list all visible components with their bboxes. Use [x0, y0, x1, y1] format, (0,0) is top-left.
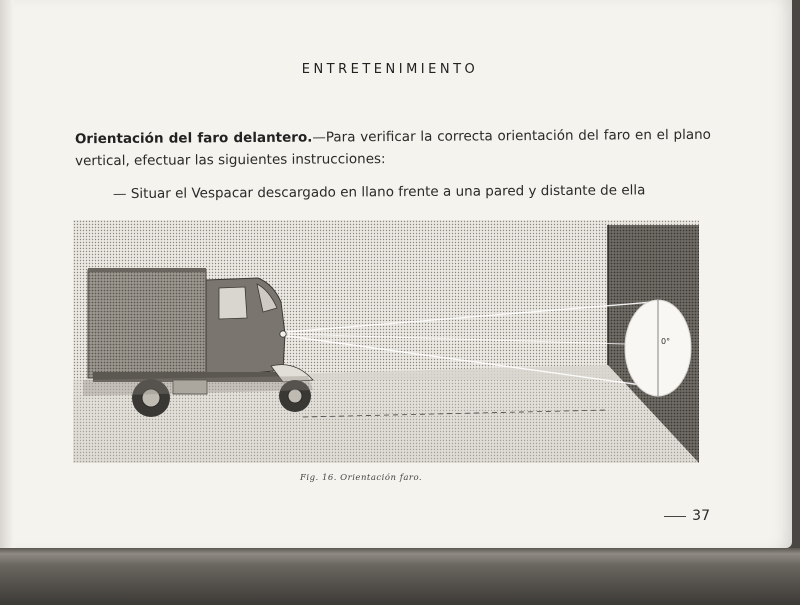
section-lead: Orientación del faro delantero.: [74, 129, 313, 148]
instruction-line: — Situar el Vespacar descargado en llano frente a una pared y distante de ella: [112, 182, 646, 203]
headlight-figure: [73, 220, 699, 463]
figure-caption: Fig. 16. Orientación faro.: [300, 473, 423, 483]
angle-label: 0°: [661, 337, 671, 346]
cabin-window: [219, 287, 247, 319]
page-heading: ENTRETENIMIENTO: [301, 62, 479, 77]
page-number-dash: [664, 516, 686, 517]
figure-illustration: [73, 220, 699, 463]
cargo-box-roof: [88, 268, 206, 272]
headlight: [280, 331, 286, 337]
front-wheel-hub: [288, 389, 302, 403]
page-number-value: 37: [692, 508, 710, 524]
intro-paragraph: [75, 124, 711, 172]
page-number: [650, 508, 710, 524]
scan-bottom-edge: [0, 548, 800, 605]
cargo-box: [88, 270, 206, 378]
page-spine-shadow: [0, 0, 14, 548]
section-text: —Para verificar la correcta orientación del faro en el plano vertical, efectuar las siguientes instrucciones:: [75, 126, 711, 170]
